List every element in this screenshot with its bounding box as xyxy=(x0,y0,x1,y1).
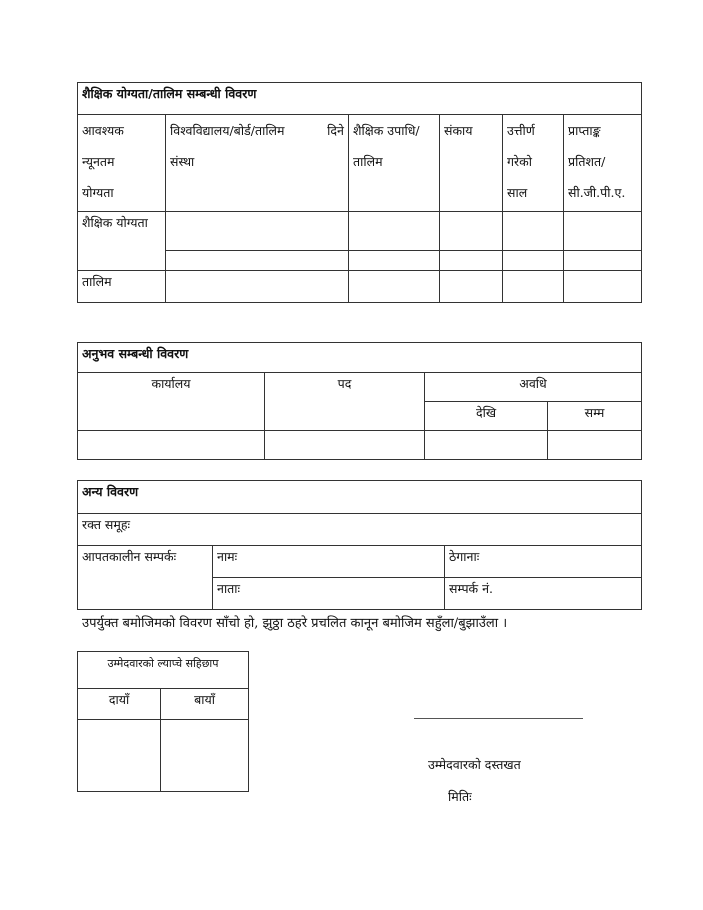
field-cell[interactable] xyxy=(503,271,564,303)
thumb-left-label: बायाँ xyxy=(161,689,249,720)
field-cell[interactable] xyxy=(503,212,564,251)
header-institution: विश्वविद्यालय/बोर्ड/तालिम दिने संस्था xyxy=(166,115,349,212)
header-from: देखि xyxy=(425,402,548,431)
field-cell[interactable] xyxy=(440,212,503,251)
signature-label: उम्मेदवारको दस्तखत xyxy=(428,757,521,772)
field-cell[interactable] xyxy=(349,212,440,251)
relation-field[interactable]: नाताः xyxy=(213,578,445,610)
signature-line[interactable] xyxy=(414,718,583,719)
experience-table xyxy=(77,342,642,460)
thumb-right-label: दायाँ xyxy=(78,689,161,720)
field-cell[interactable] xyxy=(425,431,548,460)
field-cell[interactable] xyxy=(265,431,425,460)
field-cell[interactable] xyxy=(166,251,349,271)
thumb-left-box[interactable] xyxy=(161,720,249,792)
education-title: शैक्षिक योग्यता/तालिम सम्बन्धी विवरण xyxy=(78,83,642,115)
header-degree: शैक्षिक उपाधि/ तालिम xyxy=(349,115,440,212)
field-cell[interactable] xyxy=(548,431,642,460)
address-field[interactable]: ठेगानाः xyxy=(445,546,642,578)
thumbprint-title: उम्मेदवारको ल्याप्चे सहिछाप xyxy=(78,652,249,689)
education-table xyxy=(77,82,642,303)
field-cell[interactable] xyxy=(564,251,642,271)
field-cell[interactable] xyxy=(78,431,265,460)
field-cell[interactable] xyxy=(503,251,564,271)
blood-group-field[interactable]: रक्त समूहः xyxy=(78,514,642,546)
field-cell[interactable] xyxy=(440,251,503,271)
declaration-text: उपर्युक्त बमोजिमको विवरण साँचो हो, झुठ्ठा ठहरे प्रचलित कानून बमोजिम सहुँला/बुझाउँला । xyxy=(82,616,508,631)
field-cell[interactable] xyxy=(166,212,349,251)
other-details-table xyxy=(77,480,642,610)
emergency-contact-label: आपतकालीन सम्पर्कः xyxy=(78,546,213,610)
field-cell[interactable] xyxy=(564,212,642,251)
name-field[interactable]: नामः xyxy=(213,546,445,578)
header-year: उत्तीर्ण गरेको साल xyxy=(503,115,564,212)
field-cell[interactable] xyxy=(440,271,503,303)
field-cell[interactable] xyxy=(349,251,440,271)
field-cell[interactable] xyxy=(564,271,642,303)
header-faculty: संकाय xyxy=(440,115,503,212)
contact-number-field[interactable]: सम्पर्क नं. xyxy=(445,578,642,610)
header-qualification: आवश्यक न्यूनतम योग्यता xyxy=(78,115,166,212)
field-cell[interactable] xyxy=(349,271,440,303)
header-to: सम्म xyxy=(548,402,642,431)
row-training-label: तालिम xyxy=(78,271,166,303)
experience-title: अनुभव सम्बन्धी विवरण xyxy=(78,343,642,373)
other-title: अन्य विवरण xyxy=(78,481,642,514)
row-academic-label: शैक्षिक योग्यता xyxy=(78,212,166,271)
header-score: प्राप्ताङ्क प्रतिशत/ सी.जी.पी.ए. xyxy=(564,115,642,212)
field-cell[interactable] xyxy=(166,271,349,303)
date-label: मितिः xyxy=(448,789,472,804)
thumb-right-box[interactable] xyxy=(78,720,161,792)
header-office: कार्यालय xyxy=(78,373,265,431)
header-post: पद xyxy=(265,373,425,431)
thumbprint-table xyxy=(77,651,249,792)
header-duration: अवधि xyxy=(425,373,642,402)
